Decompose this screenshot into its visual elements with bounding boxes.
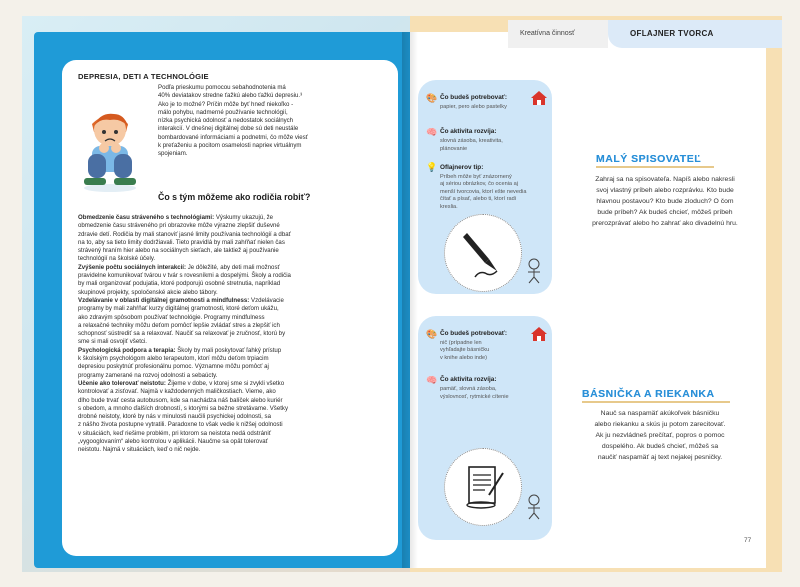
scroll-quill-icon <box>445 449 521 525</box>
header-section-tab <box>508 20 608 48</box>
palette-icon: 🎨 <box>426 93 438 103</box>
section-heading: Zvýšenie počtu sociálnych interakcií: <box>78 263 187 271</box>
section-line: drobné neistoty, ktoré by nás v minulosti naučili psychickej odolnosti, sa <box>78 413 271 421</box>
develops-line: pamäť, slovná zásoba, <box>440 386 497 392</box>
title-underline <box>596 166 714 168</box>
intro-line: 40% deviatakov stredne ťažkú alebo ťažkú depresiu.³ <box>158 92 303 100</box>
need-label: Čo budeš potrebovať: <box>440 94 507 101</box>
activity-line: prerozprávať alebo ho zahrať ako divadelnú hru. <box>592 220 738 227</box>
tip-line: kreslia. <box>440 203 458 210</box>
house-icon <box>530 90 548 106</box>
sections-body <box>78 214 370 455</box>
section-line: obmedzenie času stráveného pri obrazovke môže výrazne zlepšiť duševné <box>78 222 280 230</box>
intro-line: málo pohybu, nadmerné používanie technológií, <box>158 108 288 116</box>
tip-line: Príbeh môže byť znázornený <box>440 174 512 180</box>
need-line: nič (prípadne len <box>440 340 482 346</box>
section-line: a relaxačné techniky môžu deťom pomôcť lepšie zvládať stres a zlepšiť ich <box>78 321 280 329</box>
section-line: kontrolovať a zisťovať. Najmä v každodenných maličkostiach. Vieme, ako <box>78 388 276 396</box>
activity-line: bude príbeh? Ak budeš chcieť, môžeš príbeh <box>597 209 733 216</box>
title-underline <box>582 401 730 403</box>
section-line: ako zdravým spôsobom používať technológie. Programy mindfulness <box>78 313 265 321</box>
section-education <box>78 297 370 347</box>
scroll-illustration-circle <box>444 448 522 526</box>
house-icon <box>530 326 548 342</box>
tip-line: aj sériou obrázkov, čo ocenia aj <box>440 181 518 188</box>
header-section-label: Kreatívna činnosť <box>520 30 575 37</box>
activity-line: Ak ju nezvládneš prečítať, popros o pomoc <box>595 432 725 439</box>
section-line: na to, aby sa tieto limity dodržiavali. Tieto pravidlá by mali zahŕňať nielen čas <box>78 238 285 246</box>
section-line: by mali organizovať podujatia, ktoré podporujú osobné stretnutia, napríklad <box>78 280 281 288</box>
need-value <box>440 340 489 362</box>
section-line: schopnosť sústrediť sa a relaxovať. Naučiť sa relaxovať je zručnosť, ktorú by <box>78 330 286 338</box>
section-line: strávený hraním hier alebo na sociálnych sieťach, ale taktiež aj používanie <box>78 247 279 255</box>
section-line: neistotu. Najmä v situáciách, keď o nič nejde. <box>78 446 201 454</box>
section-line: Výskumy ukazujú, že <box>214 214 274 221</box>
brain-icon: 🧠 <box>426 375 438 385</box>
page-number: 77 <box>744 537 752 544</box>
section-heading: Vzdelávanie v oblasti digitálnej gramotnosti a mindfulness: <box>78 296 250 304</box>
section-line: v situáciách, keď riešime problém, pri ktorom sa neistota nedá odstrániť <box>78 429 271 437</box>
develops-label: Čo aktivita rozvíja: <box>440 376 497 383</box>
section-line: s obedom, a mnoho ďalších drobností, s ktorými sa bežne stretávame. Všetky <box>78 404 289 412</box>
develops-label: Čo aktivita rozvíja: <box>440 128 497 135</box>
section-psychology <box>78 347 370 380</box>
activity-line: naučiť naspamäť aj text nejakej pesničky. <box>597 454 723 461</box>
lightbulb-icon: 💡 <box>426 162 438 172</box>
intro-line: interakcií. V dnešnej digitálnej dobe sú deti neustále <box>158 125 299 133</box>
section-heading: Obmedzenie času stráveného s technológiami: <box>78 214 215 221</box>
activity-2-title: BÁSNIČKA A RIEKANKA <box>582 388 715 400</box>
activity-line: Zahraj sa na spisovateľa. Napíš alebo nakresli <box>595 176 735 183</box>
need-value: papier, pero alebo pastelky <box>440 104 507 110</box>
section-line: Žijeme v dobe, v ktorej sme si zvykli všetko <box>165 379 285 387</box>
activity-line: hlavnou postavou? Kto bude zloduch? O čom <box>596 198 734 205</box>
activity-line: Nauč sa naspamäť akúkoľvek básničku <box>600 410 720 417</box>
section-heading: Psychologická podpora a terapia: <box>78 346 176 354</box>
section-limit-time <box>78 214 370 264</box>
develops-value <box>440 386 509 401</box>
section-line: skupinové projekty, spoločenské akcie alebo tábory. <box>78 288 218 296</box>
page-header <box>508 20 782 48</box>
section-line: Je dôležité, aby deti mali možnosť <box>186 263 280 271</box>
pen-illustration-circle <box>444 214 522 292</box>
kid-doodle-icon <box>524 258 544 284</box>
section-line: Školy by mali poskytovať ľahký prístup <box>175 346 282 354</box>
header-title: OFLAJNER TVORCA <box>630 29 714 38</box>
section-line: depresiou poskytnúť profesionálnu pomoc. Významne môžu pomôcť aj <box>78 363 269 371</box>
tip-line: čítať a písať, alebo ti, ktorí radi <box>440 196 517 203</box>
section-uncertainty <box>78 380 370 455</box>
question-heading: Čo s tým môžeme ako rodičia robiť? <box>158 192 311 202</box>
section-line: programy zamerané na rozvoj odolnosti a sebaúcty. <box>78 371 218 379</box>
intro-paragraph <box>158 84 370 159</box>
kid-doodle-icon <box>524 494 544 520</box>
section-line: pravidelne komunikovať tvárou v tvár s rovesníkmi a dospelými. Školy a rodičia <box>78 272 291 280</box>
sad-boy-illustration <box>70 84 150 194</box>
palette-icon: 🎨 <box>426 329 438 339</box>
section-line: programy by mali zahŕňať kurzy digitálnej gramotnosti, ktoré deťom ukážu, <box>78 305 279 313</box>
activity-1-text <box>567 174 763 229</box>
activity-line: svoj vlastný príbeh alebo rozprávku. Kto bude <box>596 187 734 194</box>
intro-line: Ako je to možné? Príčin môže byť hneď niekoľko - <box>158 100 294 108</box>
activity-line: dospelého. Ak budeš chcieť, môžeš sa <box>601 443 719 450</box>
tip-line: menší tvorcovia, ktorí ešte nevedia <box>440 188 527 195</box>
section-line: technológií na školské účely. <box>78 255 156 263</box>
header-title-tab <box>608 20 782 48</box>
section-line: dlho bude trvať cesta autobusom, kde sa nachádza náš balíček alebo kuriér <box>78 396 283 404</box>
brain-icon: 🧠 <box>426 127 438 137</box>
intro-line: bombardované informáciami a podnetmi, čo môže viesť <box>158 133 308 141</box>
section-heading: Učenie ako tolerovať neistotu: <box>78 379 166 387</box>
intro-line: k preťaženiu a pocitom osamelosti naprieк virtuálnym <box>158 142 302 150</box>
section-line: zdravie detí. Rodičia by mali stanoviť jasné limity používania technológií a dbať <box>78 230 291 238</box>
tip-label: Oflajnerov tip: <box>440 164 484 171</box>
need-label: Čo budeš potrebovať: <box>440 330 507 337</box>
section-line: z nášho života postupne vytratili. Paradoxne to však vedie k nižšej odolnosti <box>78 421 283 429</box>
intro-line: spojeniam. <box>158 150 188 158</box>
activity-2-text <box>560 408 760 463</box>
develops-line: plánovanie <box>440 145 468 152</box>
need-line: vyhľadajte básničku <box>440 347 490 354</box>
tip-value <box>440 174 526 211</box>
section-line: Vzdelávacie <box>249 296 284 304</box>
activity-1-title: MALÝ SPISOVATEĽ <box>596 153 702 165</box>
book-spine <box>402 32 418 568</box>
article-title: DEPRESIA, DETI A TECHNOLÓGIE <box>78 72 209 81</box>
section-line: k školským psychológom alebo terapeutom, ktorí môžu deťom trpiacim <box>78 355 269 363</box>
develops-value <box>440 138 503 153</box>
develops-line: slovná zásoba, kreativita, <box>440 138 503 144</box>
need-line: v knihe alebo inde) <box>440 354 487 361</box>
fountain-pen-icon <box>445 215 521 291</box>
intro-line: Podľa prieskumu pomocou sebahodnotenia má <box>158 84 286 91</box>
section-line: sme si mali osvojiť všetci. <box>78 338 147 346</box>
develops-line: výslovnosť, rytmické cítenie <box>440 393 509 400</box>
section-line: „vygooglovaním“ alebo kontrolou v aplikácii. Naučme sa opät tolerovať <box>78 438 268 446</box>
activity-line: alebo riekanku a skús ju potom zarecitovať. <box>594 421 726 428</box>
intro-line: nízka psychická odolnosť a nedostatok sociálnych <box>158 117 294 125</box>
section-social <box>78 264 370 297</box>
